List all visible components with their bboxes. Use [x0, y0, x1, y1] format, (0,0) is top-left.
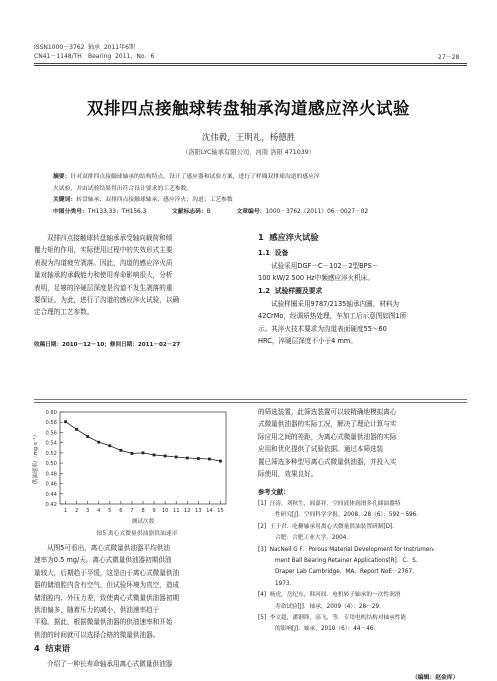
- reference-item: [3] NacNeil G F．Porous Material Development for Instrumen- ment Ball Bearing Retainer Applications[R]．C．S． Draper Lab Cambridge，MA，Report NoE－2767， 1973．: [258, 546, 435, 587]
- x-tick-label: 2: [74, 508, 79, 514]
- data-point: [64, 420, 67, 423]
- x-tick-label: 8: [141, 508, 145, 514]
- y-tick-label: 0.50: [45, 461, 57, 468]
- x-tick-label: 3: [86, 508, 90, 514]
- x-axis-label: 测试次数: [131, 519, 155, 525]
- y-tick-label: 0.48: [45, 471, 57, 478]
- header-journal-en: Bearing 2011，No．6: [88, 53, 155, 60]
- data-point: [131, 452, 134, 455]
- y-tick-label: 0.52: [45, 450, 57, 457]
- figure-5-caption: 图5 离心式微量供油器供油速率: [96, 531, 178, 537]
- subsection-1-2-heading: 试验样圈及要求: [274, 286, 323, 295]
- x-tick-label: 11: [172, 508, 180, 514]
- classification: 中图分类号：TH133.33；TH156.3 文献标志码：B 文章编号：1000－3762（2011）06－0027－02: [53, 208, 369, 215]
- header-journal-cn: 轴承 2011年6期: [88, 44, 135, 51]
- data-point: [86, 435, 89, 438]
- y-tick-label: 0.56: [45, 430, 57, 437]
- y-tick-label: 0.42: [45, 502, 57, 508]
- y-axis-label: 供油速率/（mg·s⁻¹）: [33, 431, 39, 485]
- x-tick-label: 14: [206, 508, 213, 514]
- data-point: [75, 428, 78, 431]
- intro-text: 双排四点接触球转盘轴承承受轴向载荷和倾 覆力矩的作用，实际使用过程中的失效形式主要 表现为沟道疲劳剥落。因此，沟道的感应淬火质 量对轴承的承载能力和使用寿命影响很大，分析 表明，足够的淬硬层深度是沟道不发生剥落的重 要保证。为此，进行了沟道的感应淬火试验，以确 定合理的工艺参数。: [34, 234, 180, 317]
- data-point: [108, 444, 111, 447]
- x-tick-label: 4: [97, 508, 101, 514]
- results-text: 从图5可看出，离心式微量供油器平均供油 速率为0.5 mg/天。离心式微量供油器初期供油 量较大，后期趋于平缓，这是由于离心式微量供油 器的储油腔内含有空气，但试验环境为真空，造成 储油腔内、外压力差，致使离心式微量供油器初期 供油偏多，随着压力的减小，供油速率趋于 平稳。据此，根据微量供油器的供油速率和开始 供油的时间就可以选择合格的微量供油器。: [34, 544, 180, 639]
- header-rule: [34, 63, 467, 64]
- abstract-label: 摘要：: [53, 174, 71, 180]
- y-tick-label: 0.58: [45, 420, 57, 427]
- page-number: 27－28: [438, 54, 460, 61]
- data-point: [97, 441, 100, 444]
- section-1-heading: 感应淬火试验: [269, 232, 319, 242]
- header-cn: CN41－1148/TH: [34, 53, 82, 60]
- x-tick-label: 10: [161, 508, 169, 514]
- x-tick-label: 12: [183, 508, 191, 514]
- x-tick-label: 6: [119, 508, 123, 514]
- data-point: [186, 457, 189, 460]
- data-point: [153, 454, 156, 457]
- x-tick-label: 5: [108, 508, 112, 514]
- references-heading: 参考文献：: [258, 489, 290, 496]
- y-tick-label: 0.44: [45, 491, 57, 498]
- reference-item: [5] 李文超，潘钢锋，高飞，等．专用电机结构对轴承性能 的影响[J]．轴承，2010（6）：44－46．: [258, 615, 407, 633]
- page-break-rule-2: [34, 402, 467, 403]
- subsection-1-1-heading: 设备: [274, 249, 289, 257]
- y-tick-label: 0.54: [45, 440, 57, 447]
- received-date: 收稿日期：2010－12－10；修回日期：2011－02－27: [34, 342, 181, 348]
- reference-item: [4] 杨虎，岳纪东，韩河间．电机转子轴承的一次性润滑 寿命试验[J]．轴承，2009（4）：28－29．: [258, 592, 401, 610]
- x-tick-label: 9: [152, 508, 156, 514]
- data-point: [119, 449, 122, 452]
- data-point: [208, 458, 211, 461]
- series-line: [66, 422, 221, 461]
- section-1: 1 感应淬火试验 1.1 设备 试验采用DGF－C－102－2型BPS－ 100 kW/2 500 Hz中频感应淬火机床。 1.2 试验样圈及要求 试验样圈采用9787/2135轴承内圈，材料为 42CrMo，经调质热处理，车加工后示意图如图1所 示。其淬火技术要求为沟道表面硬度55～60 HRC，淬硬层深度不小于4 mm。: [258, 232, 407, 346]
- paper-title: 双排四点接触球转盘轴承沟道感应淬火试验: [87, 99, 410, 118]
- y-tick-label: 0.60: [45, 410, 57, 416]
- data-point: [219, 460, 222, 463]
- x-tick-label: 13: [195, 508, 202, 514]
- conclusion-heading: 4 结束语: [34, 643, 70, 653]
- references-list: [258, 499, 470, 636]
- header-rule-thin: [34, 65, 467, 66]
- data-point: [197, 457, 200, 460]
- affiliation: （洛阳LYC轴承有限公司，河南 洛阳 471039）: [181, 149, 316, 156]
- x-tick-label: 1: [63, 508, 68, 514]
- y-tick-label: 0.46: [45, 481, 57, 488]
- page-break-rule: [34, 399, 467, 400]
- data-point: [164, 455, 167, 458]
- reference-item: [1] 汪涛，刘秋生，阎嘉祥．空间液体润滑多孔储油器特 性研究[J]．空间科学学报，2008，28（6）：592－596．: [258, 501, 422, 519]
- reference-item: [2] 王于君．吃糖轴承用离心式微量供油装置研制[D]． 合肥：合肥工业大学，2004．: [258, 523, 398, 542]
- data-point: [142, 451, 145, 454]
- editor-note: （编辑：赵金库）: [412, 675, 459, 681]
- keywords-label: 关键词：: [53, 197, 77, 204]
- authors: 沈伟毅，王明礼，杨德胜: [201, 133, 296, 143]
- abstract: 摘要：针对双排四点接触球轴承的结构特点，设计了感应器和试验方案，进行了样圈双排球沟道的感应淬 火试验，并由试验结果得出符合设计要求的工艺参数。 关键词：转盘轴承；双排四点接触球轴承；感应淬火；沟道；工艺参数 中图分类号：TH133.33；TH156.3 文献标志码：B 文章编号：1000－3762（2011）06－0027－02: [53, 172, 453, 218]
- plot-frame: [60, 412, 226, 504]
- header-issn: ISSN1000－3762: [34, 44, 85, 51]
- right-column-text: 的筛选装置，此筛选装置可以较精确地模拟离心 式微量供油器的实际工况，解决了理论计算与实 际应用之间的差距，为离心式微量供油器的实际 应用和优化提供了试验依据。通过本筛选装 置已筛选多种型号离心式微量供油器，并投入实 际使用，效果良好。: [258, 408, 397, 479]
- x-tick-label: 15: [217, 508, 224, 514]
- data-point: [175, 456, 178, 459]
- conclusion-text: 介绍了一种长寿命轴承用离心式微量供油器: [47, 660, 173, 668]
- figure-5-chart: [30, 408, 242, 526]
- keywords: 转盘轴承；双排四点接触球轴承；感应淬火；沟道；工艺参数: [76, 197, 233, 204]
- x-tick-label: 7: [130, 508, 134, 514]
